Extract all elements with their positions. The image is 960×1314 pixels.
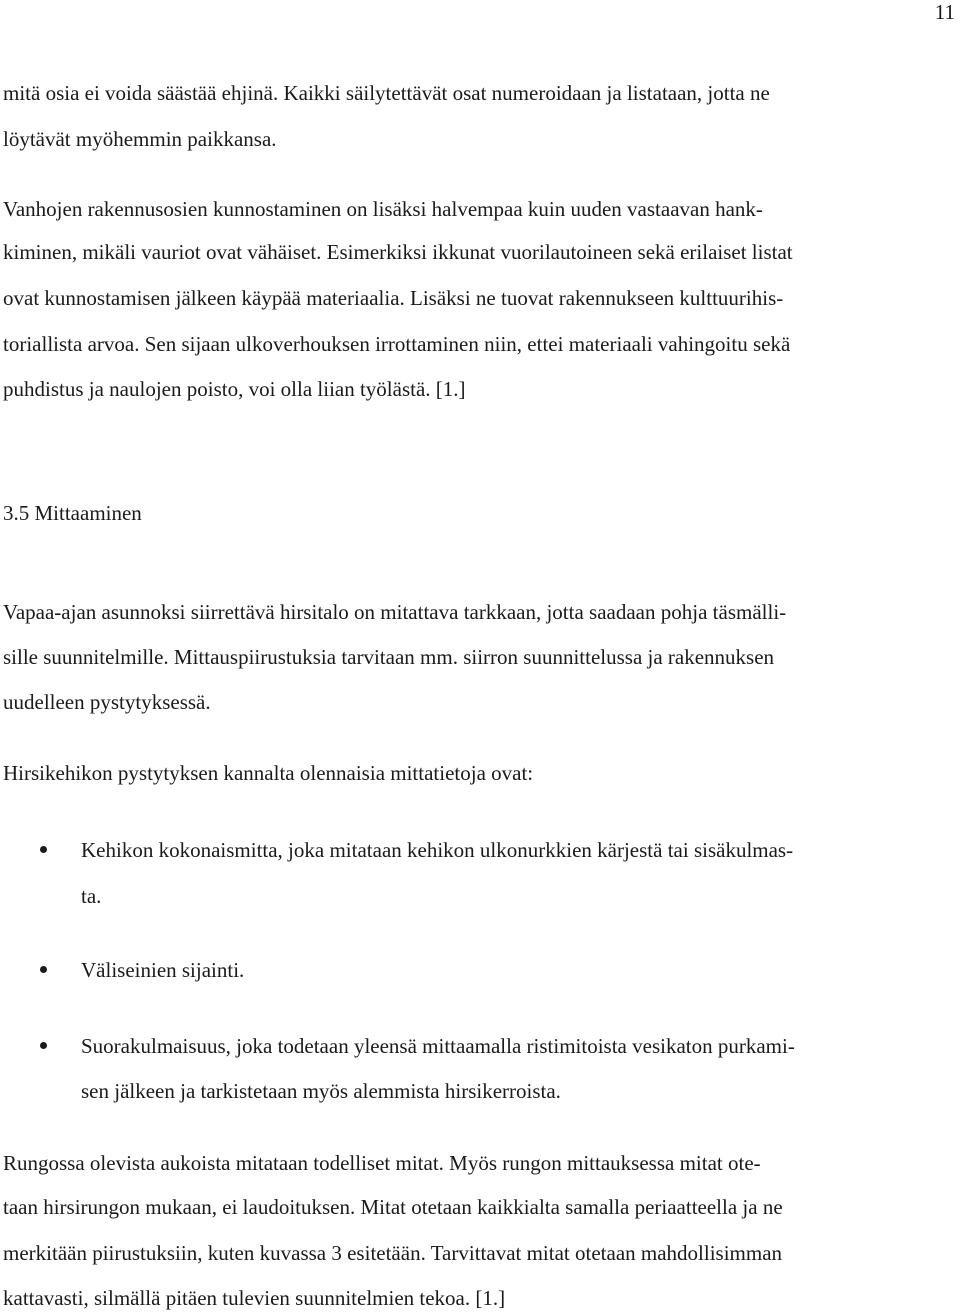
- paragraph-line: kattavasti, silmällä pitäen tulevien suunnitelmien tekoa. [1.]: [3, 1286, 506, 1310]
- paragraph-line: Hirsikehikon pystytyksen kannalta olennaisia mittatietoja ovat:: [3, 761, 534, 785]
- paragraph-line: ovat kunnostamisen jälkeen käypää materiaalia. Lisäksi ne tuovat rakennukseen kulttuurihis-: [3, 286, 784, 310]
- paragraph-line: kiminen, mikäli vauriot ovat vähäiset. Esimerkiksi ikkunat vuorilautoineen sekä erilaiset listat: [3, 240, 793, 264]
- paragraph-line: taan hirsirungon mukaan, ei laudoituksen. Mitat otetaan kaikkialta samalla periaatteella ja ne: [3, 1195, 783, 1219]
- paragraph-line: Rungossa olevista aukoista mitataan todelliset mitat. Myös rungon mittauksessa mitat ote-: [3, 1151, 761, 1175]
- paragraph-line: puhdistus ja naulojen poisto, voi olla liian työlästä. [1.]: [3, 377, 466, 401]
- bullet-icon: [40, 1042, 47, 1049]
- list-item-line: Kehikon kokonaismitta, joka mitataan kehikon ulkonurkkien kärjestä tai sisäkulmas-: [81, 838, 794, 862]
- paragraph-line: uudelleen pystytyksessä.: [3, 690, 211, 714]
- paragraph-line: löytävät myöhemmin paikkansa.: [3, 127, 277, 151]
- paragraph-line: mitä osia ei voida säästää ehjinä. Kaikki säilytettävät osat numeroidaan ja listataan, jotta ne: [3, 81, 770, 105]
- list-item-line: ta.: [81, 884, 102, 908]
- list-item-line: Suorakulmaisuus, joka todetaan yleensä mittaamalla ristimitoista vesikaton purkami-: [81, 1034, 795, 1058]
- bullet-icon: [40, 846, 47, 853]
- paragraph-line: Vapaa-ajan asunnoksi siirrettävä hirsitalo on mitattava tarkkaan, jotta saadaan pohja täsmälli-: [3, 600, 787, 624]
- paragraph-line: toriallista arvoa. Sen sijaan ulkoverhouksen irrottaminen niin, ettei materiaali vahingoitu sekä: [3, 332, 791, 356]
- list-item-line: Väliseinien sijainti.: [81, 958, 245, 982]
- paragraph-line: merkitään piirustuksiin, kuten kuvassa 3 esitetään. Tarvittavat mitat otetaan mahdollisimman: [3, 1241, 783, 1265]
- bullet-icon: [40, 966, 47, 973]
- paragraph-line: Vanhojen rakennusosien kunnostaminen on lisäksi halvempaa kuin uuden vastaavan hank-: [3, 197, 763, 221]
- page-number: 11: [934, 0, 955, 24]
- paragraph-line: sille suunnitelmille. Mittauspiirustuksia tarvitaan mm. siirron suunnittelussa ja rakennuksen: [3, 645, 775, 669]
- section-heading: 3.5 Mittaaminen: [3, 501, 142, 525]
- list-item-line: sen jälkeen ja tarkistetaan myös alemmista hirsikerroista.: [81, 1079, 561, 1103]
